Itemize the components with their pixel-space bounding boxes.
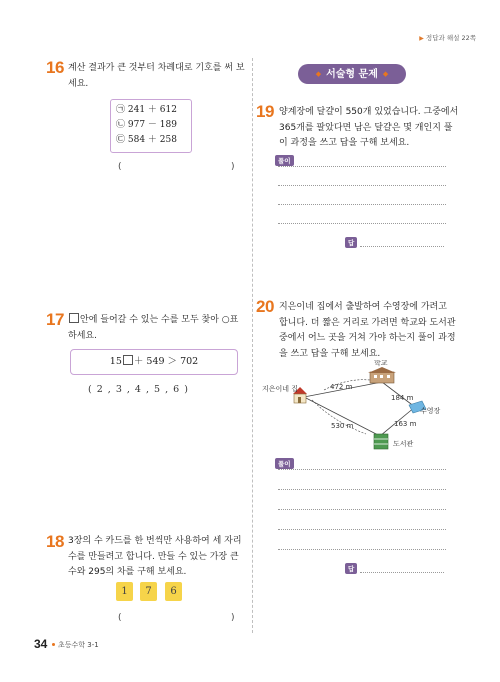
blank-box-icon [69, 313, 79, 323]
section-banner [298, 64, 406, 84]
page-number: 34 [34, 637, 48, 651]
solution-line[interactable] [278, 489, 446, 490]
section-title: 서술형 문제 [326, 69, 378, 80]
number-card: 7 [140, 582, 157, 601]
triangle-icon: ▶ [419, 35, 424, 42]
answer-line[interactable] [360, 572, 444, 573]
q16-answer-open: ( [118, 162, 122, 172]
q16-text [68, 61, 245, 92]
q16-number: 16 [46, 58, 64, 77]
diamond-icon: ◆ [315, 70, 322, 78]
q20-number: 20 [256, 297, 274, 316]
solution-line[interactable] [278, 469, 446, 470]
map-distance-home-school: 472 m [330, 383, 353, 391]
q16-text-line1: 계산 결과가 큰 것부터 차례대로 기호를 써 보 [68, 63, 245, 73]
q18-text-line1: 3장의 수 카드를 한 번씩만 사용하여 세 자리 [68, 536, 242, 546]
q16-answer-close[interactable]: ) [231, 162, 235, 172]
q18-number: 18 [46, 532, 64, 551]
q20-text-line4: 을 쓰고 답을 구해 보세요. [279, 348, 381, 359]
solution-line[interactable] [278, 509, 446, 510]
q17-choices[interactable]: ( 2 , 3 , 4 , 5 , 6 ) [88, 384, 189, 395]
q18-answer-close[interactable]: ) [231, 613, 235, 623]
solution-tag: 풀이 [275, 458, 294, 469]
map-distance-school-pool: 184 m [391, 394, 414, 402]
q16-item: ㉠ 241 ＋ 612 [116, 105, 177, 115]
school-icon [368, 367, 396, 383]
solution-line[interactable] [278, 529, 446, 530]
map-home-label: 지은이네 집 [262, 385, 299, 393]
answer-tag: 답 [345, 237, 357, 248]
map-distance-home-library: 530 m [331, 422, 354, 430]
solution-line[interactable] [278, 204, 446, 205]
library-icon [374, 434, 388, 449]
answer-tag: 답 [345, 563, 357, 574]
q18-text [68, 534, 242, 581]
q17-expr-left: 15 [109, 356, 122, 367]
solution-line[interactable] [278, 223, 446, 224]
q20-text-line2: 합니다. 더 짧은 거리로 가려면 학교와 도서관 [279, 317, 456, 328]
q17-text-line1: 안에 들어갈 수 있는 수를 모두 찾아 ○표 [80, 315, 239, 325]
q17-text-line2: 하세요. [68, 330, 97, 341]
solution-line[interactable] [278, 549, 446, 550]
q17-expr-right: ＋ 549 ＞ 702 [133, 356, 199, 367]
q18-answer-open: ( [118, 613, 122, 623]
solution-tag: 풀이 [275, 155, 294, 166]
solution-line[interactable] [278, 166, 446, 167]
q19-text [279, 105, 458, 152]
q19-text-line2: 365개를 팔았다면 남은 달걀은 몇 개인지 풀 [279, 122, 453, 133]
blank-box-icon[interactable] [123, 355, 133, 365]
number-card: 1 [116, 582, 133, 601]
q16-text-line2: 세요. [68, 78, 89, 89]
answer-line[interactable] [360, 246, 444, 247]
q16-expression-box [110, 99, 192, 153]
map-distance-library-pool: 163 m [394, 420, 417, 428]
q19-text-line3: 이 과정을 쓰고 답을 구해 보세요. [279, 138, 410, 148]
column-divider [252, 58, 253, 633]
answer-reference [419, 33, 476, 42]
route-map [262, 360, 462, 456]
map-pool-label: 수영장 [420, 407, 441, 415]
q20-text [279, 300, 456, 362]
diamond-icon: ◆ [382, 70, 389, 78]
q19-number: 19 [256, 102, 274, 121]
q19-text-line1: 양계장에 달걀이 550개 있었습니다. 그중에서 [279, 107, 459, 117]
q20-text-line3: 중에서 어느 곳을 거쳐 가야 하는지 풀이 과정 [279, 333, 456, 343]
bullet-icon [52, 643, 55, 646]
q17-text [68, 313, 238, 344]
number-card: 6 [165, 582, 182, 601]
q16-item: ㉡ 977 － 189 [116, 120, 177, 130]
road-home-library [304, 397, 380, 436]
map-school-label: 학교 [374, 360, 388, 367]
book-title: 초등수학 3-1 [58, 641, 99, 649]
solution-line[interactable] [278, 185, 446, 186]
map-library-label: 도서관 [393, 440, 414, 448]
answer-reference-text: 정답과 해설 22쪽 [425, 34, 476, 42]
q17-number: 17 [46, 310, 64, 329]
q16-item: ㉢ 584 ＋ 258 [116, 135, 177, 145]
q18-text-line3: 수와 295의 차를 구해 보세요. [68, 567, 187, 577]
q20-text-line1: 지은이네 집에서 출발하여 수영장에 가려고 [279, 302, 447, 312]
q17-expression-box [70, 349, 238, 375]
q18-text-line2: 수를 만들려고 합니다. 만들 수 있는 가장 큰 [68, 551, 239, 562]
